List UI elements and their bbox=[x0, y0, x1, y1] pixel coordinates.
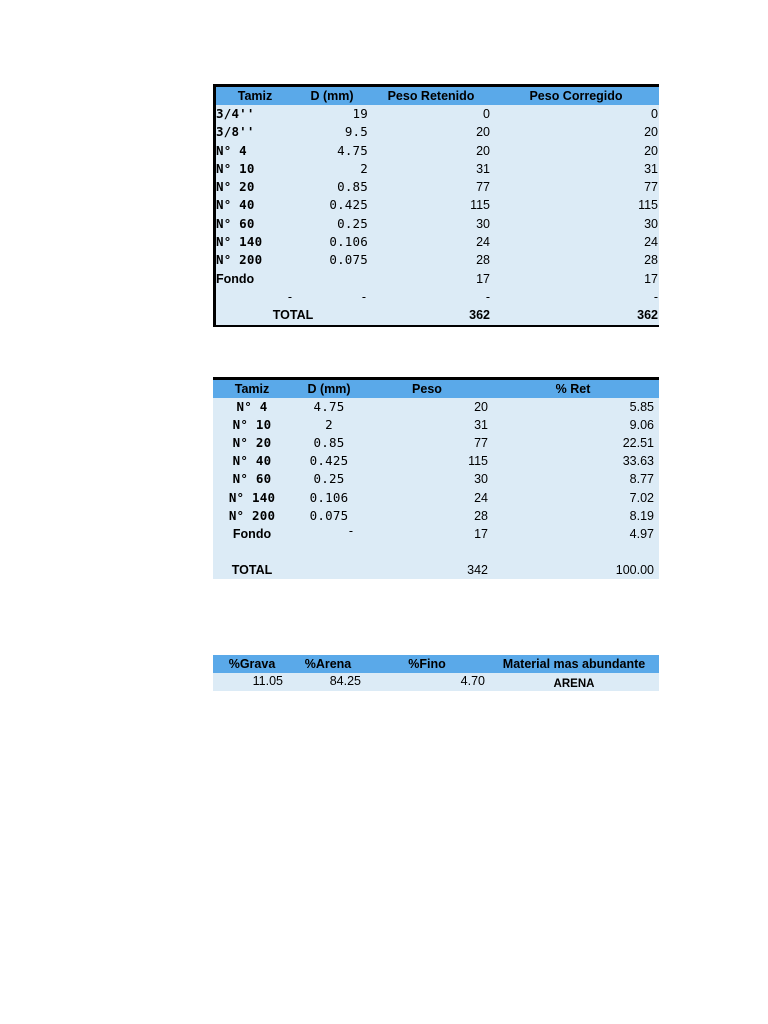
d-cell: 0.106 bbox=[309, 489, 349, 505]
peso-retenido-cell: 24 bbox=[476, 235, 490, 250]
peso-corregido-cell: 24 bbox=[644, 235, 658, 250]
d-cell: 2 bbox=[325, 417, 333, 433]
peso-retenido-cell: 31 bbox=[476, 161, 490, 176]
table3-header-arena: %Arena bbox=[304, 657, 352, 671]
table2-body bbox=[213, 398, 659, 543]
table-row bbox=[213, 525, 659, 543]
table2-header-d: D (mm) bbox=[307, 382, 351, 396]
tamiz-cell: Fondo bbox=[232, 526, 272, 541]
table-row bbox=[216, 251, 659, 269]
table2-total-peso: 342 bbox=[467, 562, 488, 577]
table-row bbox=[213, 489, 659, 507]
table2-total-row bbox=[213, 561, 659, 579]
peso-corregido-cell: 0 bbox=[651, 107, 658, 121]
ret-cell: 8.77 bbox=[629, 472, 654, 487]
tamiz-cell: - bbox=[287, 289, 292, 304]
tamiz-cell: N° 10 bbox=[216, 160, 255, 176]
tamiz-cell: N° 40 bbox=[216, 197, 255, 213]
table-row bbox=[213, 507, 659, 525]
tamiz-cell: N° 20 bbox=[216, 179, 255, 195]
peso-cell: 77 bbox=[474, 436, 488, 451]
table-row bbox=[216, 123, 659, 141]
peso-retenido-cell: 115 bbox=[470, 198, 490, 213]
table1-header-d: D (mm) bbox=[310, 89, 354, 103]
peso-corregido-cell: 115 bbox=[638, 198, 658, 213]
table1-total-label: TOTAL bbox=[272, 308, 314, 323]
table2-total-ret: 100.00 bbox=[615, 562, 654, 577]
table-row bbox=[216, 215, 659, 233]
ret-cell: 33.63 bbox=[622, 454, 654, 469]
tamiz-cell: N° 60 bbox=[216, 215, 255, 231]
table-row bbox=[213, 452, 659, 470]
peso-cell: 28 bbox=[474, 508, 488, 523]
peso-retenido-cell: 20 bbox=[476, 125, 490, 140]
ret-cell: 8.19 bbox=[629, 508, 654, 523]
d-cell: 9.5 bbox=[344, 124, 368, 140]
peso-retenido-cell: 28 bbox=[476, 253, 490, 268]
d-cell: 0.25 bbox=[313, 471, 345, 487]
table2-total-label: TOTAL bbox=[231, 562, 273, 577]
ret-cell: 5.85 bbox=[629, 400, 654, 415]
table2-spacer-row bbox=[213, 543, 659, 561]
table3-material-value: ARENA bbox=[553, 678, 595, 690]
tamiz-cell: N° 200 bbox=[216, 252, 263, 268]
table1-body bbox=[216, 105, 659, 306]
ret-cell: 7.02 bbox=[629, 490, 654, 505]
table-row bbox=[213, 470, 659, 488]
peso-retenido-cell: 20 bbox=[476, 143, 490, 158]
peso-corregido-cell: 17 bbox=[644, 271, 658, 286]
peso-cell: 17 bbox=[474, 526, 488, 541]
ret-cell: 9.06 bbox=[629, 418, 654, 433]
table3-values-row bbox=[213, 673, 659, 691]
table3-fino-value: 4.70 bbox=[460, 674, 485, 688]
d-cell: 0.425 bbox=[309, 453, 349, 469]
table3-header-grava: %Grava bbox=[228, 657, 276, 671]
d-cell: 0.075 bbox=[329, 252, 368, 268]
table-row bbox=[216, 233, 659, 251]
table-row bbox=[216, 270, 659, 288]
table3-header-fino: %Fino bbox=[408, 657, 446, 671]
d-cell: 0.25 bbox=[337, 215, 368, 231]
table3-grava-value: 11.05 bbox=[252, 674, 283, 688]
table-row bbox=[216, 196, 659, 214]
peso-retenido-cell: 30 bbox=[476, 216, 490, 231]
d-cell: 0.85 bbox=[337, 179, 368, 195]
tamiz-cell: N° 4 bbox=[216, 142, 247, 158]
d-cell: 0.425 bbox=[329, 197, 368, 213]
d-cell: 0.075 bbox=[309, 507, 349, 523]
table2-header-tamiz: Tamiz bbox=[234, 382, 270, 396]
table3-arena-value: 84.25 bbox=[329, 674, 361, 688]
table1-total-retenido: 362 bbox=[469, 308, 490, 323]
table1-header-peso-corregido: Peso Corregido bbox=[529, 89, 623, 103]
tamiz-cell: Fondo bbox=[216, 271, 255, 286]
peso-corregido-cell: 20 bbox=[644, 125, 658, 140]
peso-corregido-cell: - bbox=[653, 289, 658, 304]
table-row bbox=[213, 398, 659, 416]
tamiz-cell: N° 40 bbox=[232, 453, 272, 469]
table1-header-row bbox=[216, 87, 659, 105]
table1-total-row bbox=[216, 306, 659, 324]
peso-cell: 30 bbox=[474, 472, 488, 487]
table2-header-row bbox=[213, 380, 659, 398]
d-cell: 0.106 bbox=[329, 234, 368, 250]
table-row bbox=[213, 416, 659, 434]
summary-table bbox=[213, 655, 659, 691]
peso-retenido-cell: 77 bbox=[476, 180, 490, 195]
peso-corregido-cell: 77 bbox=[644, 180, 658, 195]
d-cell: - bbox=[348, 523, 353, 538]
peso-corregido-cell: 20 bbox=[644, 143, 658, 158]
tamiz-cell: 3/4'' bbox=[216, 106, 255, 121]
table3-header-row bbox=[213, 655, 659, 673]
tamiz-cell: N° 140 bbox=[228, 489, 276, 505]
table2-header-ret: % Ret bbox=[555, 382, 591, 396]
tamiz-cell: N° 200 bbox=[228, 507, 276, 523]
table-row bbox=[216, 288, 659, 306]
peso-cell: 31 bbox=[474, 418, 488, 433]
table1-header-peso-retenido: Peso Retenido bbox=[387, 89, 475, 103]
d-cell: 2 bbox=[360, 160, 368, 176]
table3-header-material: Material mas abundante bbox=[502, 657, 646, 671]
peso-corregido-cell: 28 bbox=[644, 253, 658, 268]
table2-header-peso: Peso bbox=[412, 382, 442, 396]
peso-retenido-cell: 0 bbox=[483, 107, 490, 121]
tamiz-cell: N° 60 bbox=[232, 471, 272, 487]
d-cell: 19 bbox=[352, 106, 368, 121]
sieve-table-2 bbox=[213, 377, 659, 579]
peso-corregido-cell: 30 bbox=[644, 216, 658, 231]
d-cell bbox=[294, 270, 368, 288]
d-cell: - bbox=[361, 289, 366, 304]
table1-header-tamiz: Tamiz bbox=[237, 89, 273, 103]
tamiz-cell: N° 10 bbox=[232, 417, 272, 433]
tamiz-cell: N° 20 bbox=[232, 435, 272, 451]
table-row bbox=[213, 434, 659, 452]
tamiz-cell: 3/8'' bbox=[216, 124, 255, 140]
tamiz-cell: N° 140 bbox=[216, 234, 263, 250]
peso-corregido-cell: 31 bbox=[644, 161, 658, 176]
sieve-table-1 bbox=[213, 84, 659, 327]
peso-retenido-cell: 17 bbox=[476, 271, 490, 286]
ret-cell: 22.51 bbox=[622, 436, 654, 451]
d-cell: 4.75 bbox=[337, 142, 368, 158]
d-cell: 4.75 bbox=[313, 399, 345, 415]
peso-cell: 24 bbox=[474, 490, 488, 505]
table-row bbox=[216, 105, 659, 123]
ret-cell: 4.97 bbox=[629, 526, 654, 541]
table-row bbox=[216, 160, 659, 178]
table-row bbox=[216, 142, 659, 160]
d-cell: 0.85 bbox=[313, 435, 345, 451]
peso-retenido-cell: - bbox=[485, 289, 490, 304]
peso-cell: 20 bbox=[474, 400, 488, 415]
tamiz-cell: N° 4 bbox=[236, 399, 268, 415]
peso-cell: 115 bbox=[468, 454, 488, 469]
table1-total-corregido: 362 bbox=[637, 308, 658, 323]
table-row bbox=[216, 178, 659, 196]
